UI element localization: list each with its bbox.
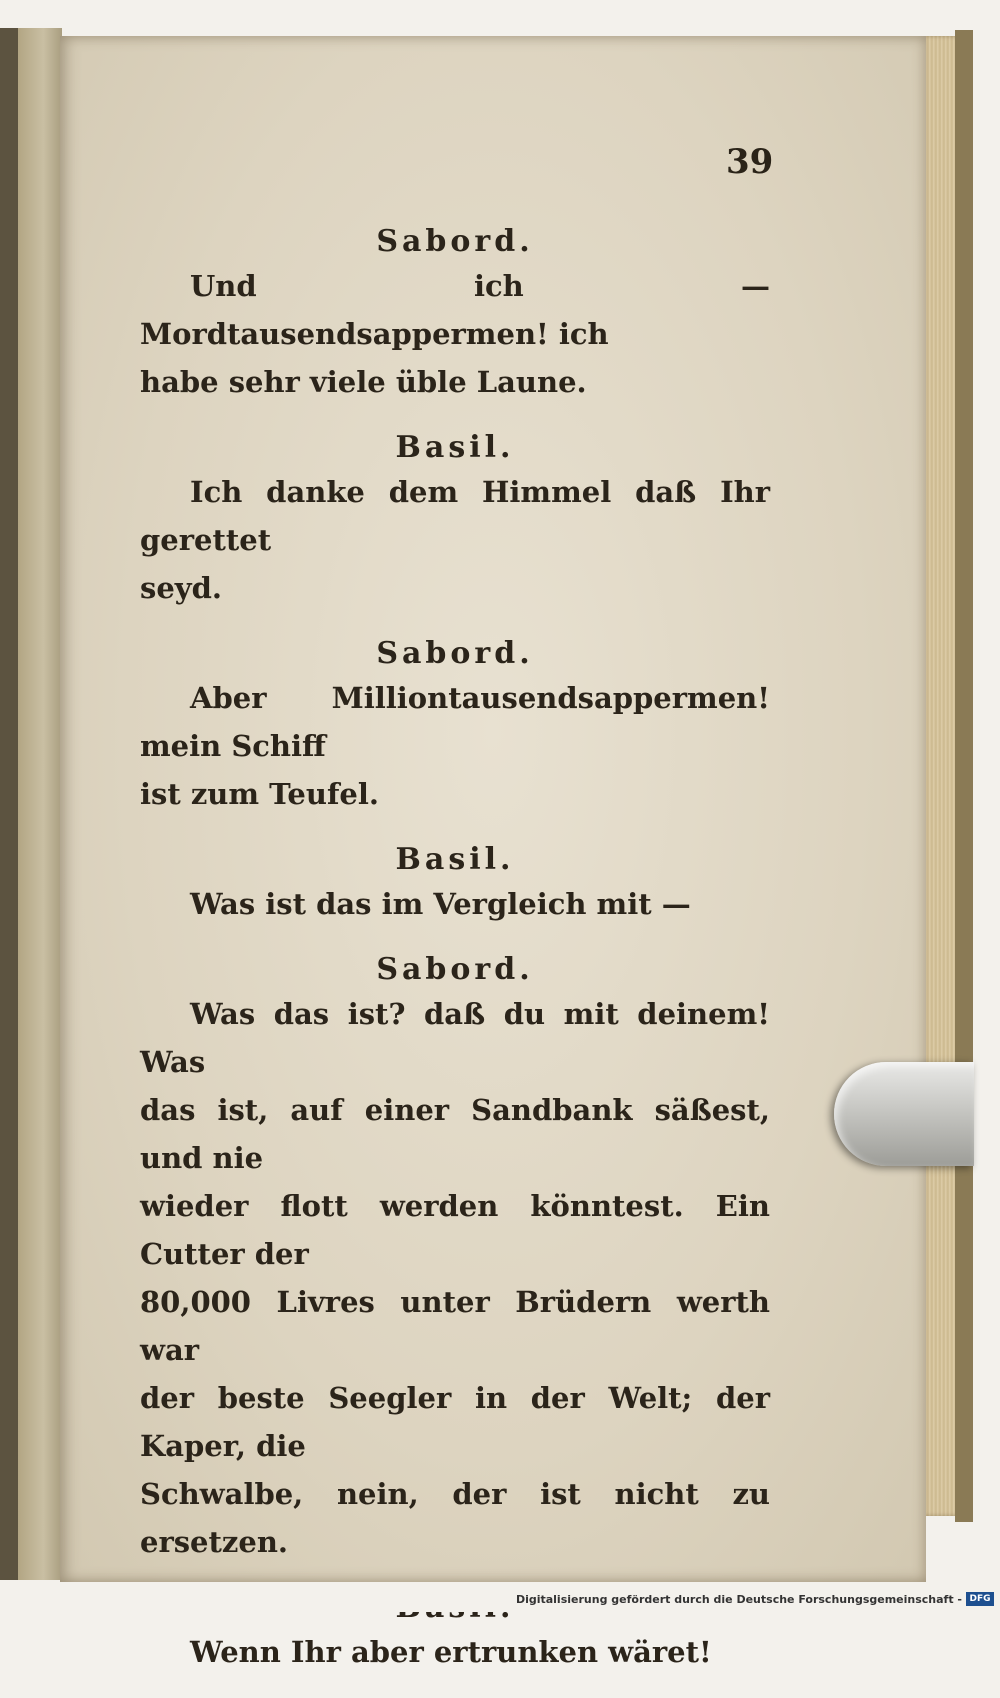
speaker-name: Basil. [395,430,515,465]
text-line: wieder flott werden könntest. Ein Cutter der [140,1189,770,1271]
text-line: 80,000 Livres unter Brüdern werth war [140,1285,770,1367]
dialogue-block [140,950,770,1566]
digitization-credit: Digitalisierung gefördert durch die Deutsche Forschungsgemeinschaft - [515,1593,962,1606]
text-line: seyd. [140,571,223,605]
dialogue-block [140,840,770,928]
text-line: Schwalbe, nein, der ist nicht zu ersetzen. [140,1477,770,1559]
text-line: Aber Milliontausendsappermen! mein Schiff [140,681,770,763]
speaker-name: Sabord. [376,636,534,671]
speaker-name: Sabord. [376,952,534,987]
text-line: Was ist das im Vergleich mit — [190,887,691,921]
dialogue-block [140,428,770,612]
dfg-logo: DFG [966,1592,994,1606]
text-line: das ist, auf einer Sandbank säßest, und nie [140,1093,770,1175]
speaker-name: Sabord. [376,224,534,259]
book-cover-right [955,30,973,1522]
dialogue-block [140,634,770,818]
text-line: habe sehr viele üble Laune. [140,365,587,399]
text-line: Ich danke dem Himmel daß Ihr gerettet [140,475,770,557]
text-line: ist zum Teufel. [140,777,379,811]
text-line: Und ich — Mordtausendsappermen! ich [140,269,770,351]
speaker-name: Basil. [395,842,515,877]
text-line: der beste Seegler in der Welt; der Kaper, die [140,1381,770,1463]
text-line: Was das ist? daß du mit deinem! Was [140,997,770,1079]
page-clip [834,1062,974,1166]
text-line: Wenn Ihr aber ertrunken wäret! [190,1635,712,1669]
page-text [140,222,770,1698]
dialogue-block [140,222,770,406]
page-number: 39 [726,142,774,182]
book-spine-shadow [0,28,18,1580]
